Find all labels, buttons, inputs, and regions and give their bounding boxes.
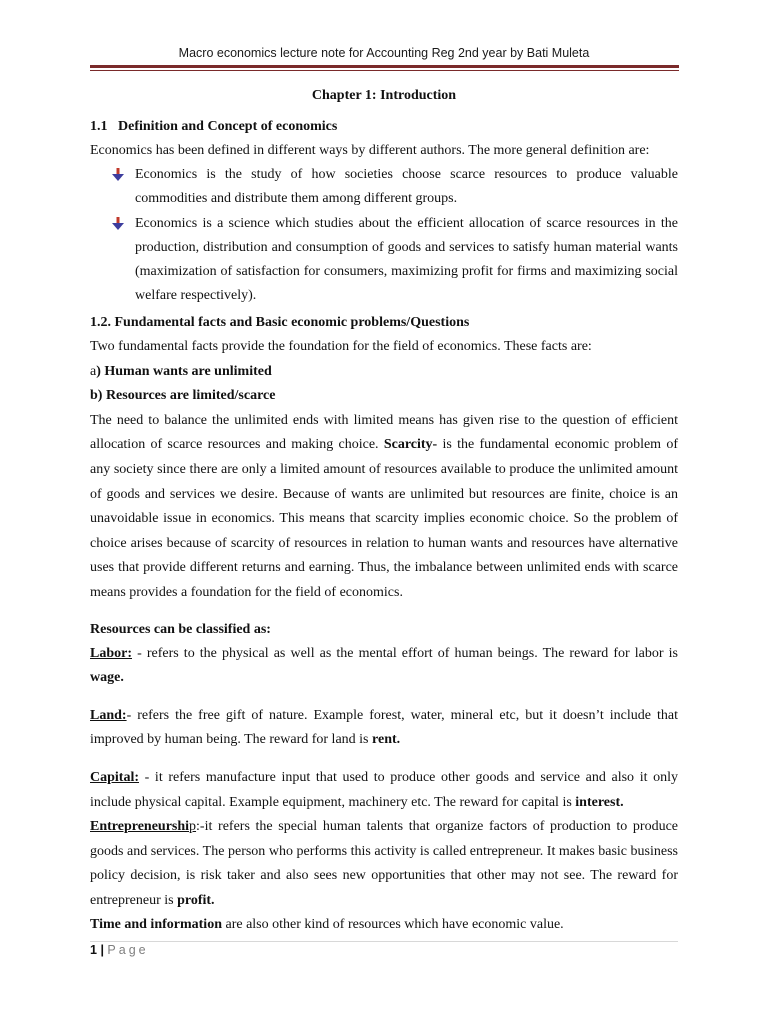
footer-separator: | <box>100 943 104 957</box>
section-1-2-intro: Two fundamental facts provide the foundation for the field of economics. These facts are: <box>90 339 592 355</box>
section-heading-1-2: 1.2. Fundamental facts and Basic economic problems/Questions <box>90 314 470 330</box>
definition-item <box>90 163 678 212</box>
down-arrow-bullet-icon <box>112 168 124 182</box>
resource-term-time-information: Time and information <box>90 917 222 933</box>
resource-desc-land: - refers the free gift of nature. Example forest, water, mineral etc, but it doesn’t include that improved by human being. The reward for land is <box>90 707 678 748</box>
resource-reward-entrepreneurship: profit. <box>177 892 215 908</box>
scarcity-paragraph <box>90 409 678 606</box>
section-1-1-intro: Economics has been defined in different ways by different authors. The more general definition are: <box>90 143 650 158</box>
resource-desc-capital: - it refers manufacture input that used to produce other goods and service and also it only include physical capital. Example equipment, machinery etc. The reward for capital is <box>90 769 678 810</box>
footer-rule <box>90 941 678 942</box>
resource-term-labor: Labor: <box>90 645 132 661</box>
page-number: 1 <box>90 943 97 957</box>
section-heading-1-1 <box>90 117 678 137</box>
fact-b: b) Resources are limited/scarce <box>90 388 276 404</box>
resource-time-information <box>90 913 678 938</box>
fact-a <box>90 360 678 385</box>
resource-land <box>90 704 678 753</box>
scarcity-para-body: is the fundamental economic problem of any society since there are only a limited amount of resources available to produce the unlimited amount of goods and services we desire. Because of wants are unlimited but resources are finite, choice is an unavoidable issue in economics. This means that scarcity implies economic choice. So the problem of choice arises because of scarcity of resources in relation to human wants and resources have alternative uses that provide different returns and earning. Thus, the imbalance between unlimited ends with scarce means provides a foundation for the field of economics. <box>90 437 678 600</box>
section-number: 1.1 <box>90 119 108 134</box>
resource-reward-labor: wage. <box>90 670 124 686</box>
page-header: Macro economics lecture note for Accounting Reg 2nd year by Bati Muleta <box>178 46 590 60</box>
resource-reward-capital: interest. <box>575 794 624 810</box>
resource-desc-time-information: are also other kind of resources which have economic value. <box>221 917 564 933</box>
page-footer <box>90 943 149 957</box>
definition-text: Economics is a science which studies about the efficient allocation of scarce resources in the production, distribution and consumption of goods and services to satisfy human material wants (maximization of satisfaction for consumers, maximizing profit for firms and maximizing social welfare respectively). <box>135 215 678 304</box>
fact-a-prefix: a <box>90 363 97 379</box>
definition-item <box>90 212 678 309</box>
down-arrow-bullet-icon <box>112 217 124 231</box>
resource-capital <box>90 766 678 815</box>
resource-term-entrepreneurship-tail: p <box>189 819 197 835</box>
resource-labor <box>90 642 678 691</box>
definition-list <box>90 163 678 309</box>
chapter-title: Chapter 1: Introduction <box>311 88 457 103</box>
definition-text: Economics is the study of how societies choose scarce resources to produce valuable commodities and distribute them among different groups. <box>135 167 678 207</box>
section-title: Definition and Concept of economics <box>118 119 338 134</box>
scarcity-term: Scarcity- <box>383 437 438 453</box>
resource-term-land: Land: <box>90 707 127 723</box>
header-rule-thin <box>90 70 679 71</box>
resources-heading: Resources can be classified as: <box>90 621 271 637</box>
header-rule-thick <box>90 65 679 68</box>
resource-desc-labor: - refers to the physical as well as the mental effort of human beings. The reward for labor is <box>132 645 678 661</box>
resource-entrepreneurship <box>90 815 678 913</box>
resource-term-capital: Capital: <box>90 769 139 785</box>
resource-term-entrepreneurship: Entrepreneurshi <box>90 819 190 835</box>
resource-desc-entrepreneurship: :-it refers the special human talents that organize factors of production to produce goods and services. The person who performs this activity is called entrepreneur. It makes basic business policy decision, is risk taker and also sees new opportunities that other may not see. The reward for entrepreneur is <box>90 819 678 908</box>
resource-reward-land: rent. <box>372 732 401 748</box>
page-label: Page <box>107 943 149 957</box>
document-body <box>90 86 678 938</box>
fact-a-text: ) Human wants are unlimited <box>96 363 272 379</box>
scarcity-para-lead: The need to balance the unlimited ends with limited means has given rise to the question of efficient allocation of scarce resources and making choice. <box>90 412 678 453</box>
